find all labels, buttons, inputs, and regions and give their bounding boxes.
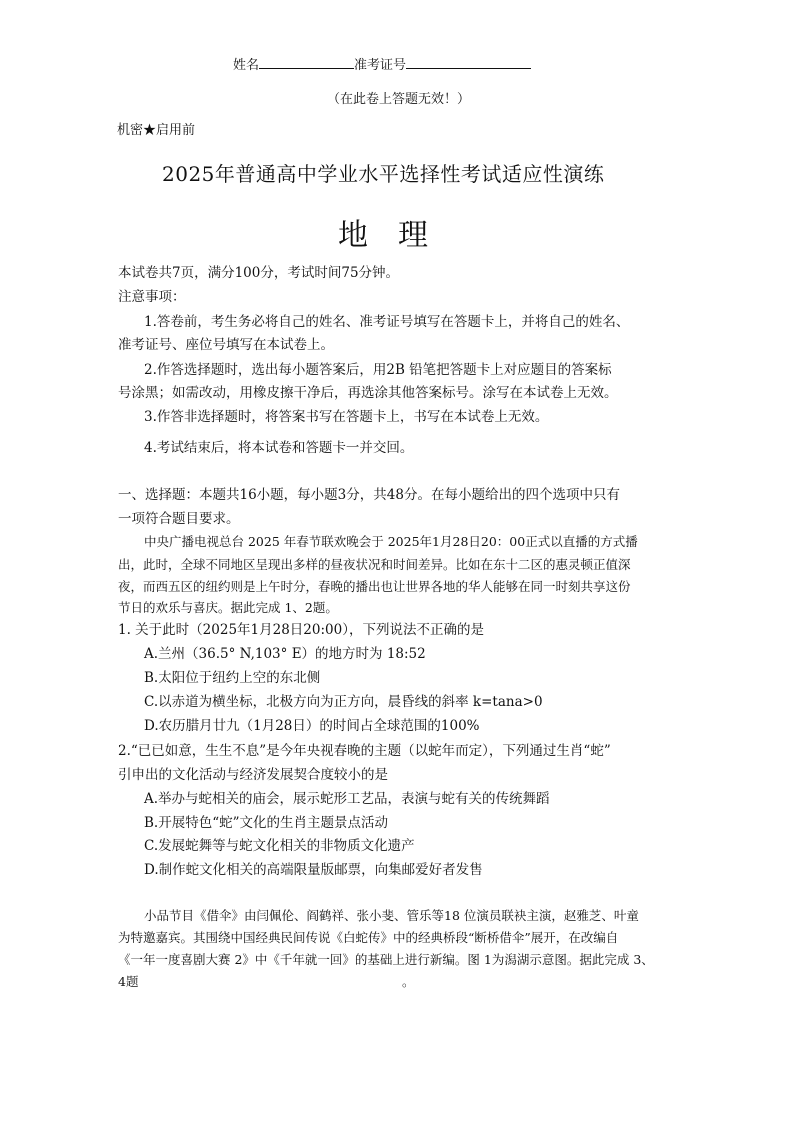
passage-line: 为特邀嘉宾。其围绕中国经典民间传说《白蛇传》中的经典桥段“断桥借伞”展开，在改编自 [118, 930, 619, 945]
candidate-fields [233, 54, 531, 76]
question-2-option-d: D.制作蛇文化相关的高端限量版邮票，向集邮爱好者发售 [144, 862, 483, 878]
instruction-line: 4.考试结束后，将本试卷和答题卡一并交回。 [144, 440, 414, 456]
question-2-stem: 引申出的文化活动与经济发展契合度较小的是 [118, 767, 388, 783]
passage-line: 出，此时，全球不同地区呈现出多样的昼夜状况和时间差异。比如在东十二区的惠灵顿正值深 [118, 557, 631, 572]
id-blank [406, 54, 531, 69]
instruction-line: 2.作答选择题时，选出每小题答案后，用2B 铅笔把答题卡上对应题目的答案标 [144, 362, 612, 378]
question-1-option-a: A.兰州（36.5° N,103° E）的地方时为 18:52 [144, 646, 426, 662]
instruction-line: 3.作答非选择题时，将答案书写在答题卡上，书写在本试卷上无效。 [144, 409, 549, 425]
instruction-line: 准考证号、座位号填写在本试卷上。 [118, 337, 334, 353]
question-2-stem: 2.“已已如意，生生不息”是今年央视春晚的主题（以蛇年而定），下列通过生肖“蛇” [118, 743, 611, 759]
passage-line: 中央广播电视总台 2025 年春节联欢晚会于 2025年1月28日20：00正式以直播的方式播 [144, 534, 638, 549]
section-heading: 一项符合题目要求。 [118, 511, 240, 527]
instruction-line: 号涂黑；如需改动，用橡皮擦干净后，再选涂其他答案标号。涂写在本试卷上无效。 [118, 385, 618, 401]
confidential-mark: 机密★启用前 [117, 123, 196, 138]
name-blank [259, 54, 354, 69]
exam-info: 本试卷共7页，满分100分，考试时间75分钟。 [118, 265, 400, 281]
question-1-option-d: D.农历腊月廿九（1月28日）的时间占全球范围的100% [144, 718, 480, 734]
question-1-option-c: C.以赤道为横坐标，北极方向为正方向，晨昏线的斜率 k=tana>0 [144, 694, 543, 710]
passage-end-mark: 。 [402, 974, 415, 989]
question-2-option-b: B.开展特色“蛇”文化的生肖主题景点活动 [144, 815, 389, 831]
exam-title: 2025年普通高中学业水平选择性考试适应性演练 [162, 162, 605, 186]
passage-line: 小品节目《借伞》由闫佩伦、阎鹤祥、张小斐、管乐等18 位演员联袂主演，赵雅芝、叶童 [144, 908, 639, 923]
id-label: 准考证号 [354, 58, 407, 73]
question-2-option-a: A.举办与蛇相关的庙会，展示蛇形工艺品，表演与蛇有关的传统舞蹈 [144, 791, 550, 807]
section-heading: 一、选择题：本题共16小题，每小题3分，共48分。在每小题给出的四个选项中只有 [118, 487, 620, 503]
no-answer-notice: （在此卷上答题无效！） [327, 92, 471, 107]
question-1-option-b: B.太阳位于纽约上空的东北侧 [144, 670, 321, 686]
question-2-option-c: C.发展蛇舞等与蛇文化相关的非物质文化遗产 [144, 838, 415, 854]
name-label: 姓名 [233, 58, 260, 73]
passage-line: 4题 [118, 974, 139, 989]
passage-line: 夜，而西五区的纽约则是上午时分，春晚的播出也让世界各地的华人能够在同一时刻共享这份 [118, 579, 631, 594]
question-1-stem: 1. 关于此时（2025年1月28日20:00），下列说法不正确的是 [118, 622, 484, 638]
instructions-heading: 注意事项： [118, 289, 186, 305]
subject-title: 地理 [338, 218, 458, 253]
instruction-line: 1.答卷前，考生务必将自己的姓名、准考证号填写在答题卡上，并将自己的姓名、 [144, 314, 630, 330]
passage-line: 《一年一度喜剧大赛 2》中《千年就一回》的基础上进行新编。图 1为潟湖示意图。据此完成 3、 [118, 952, 654, 967]
passage-line: 节日的欢乐与喜庆。据此完成 1、2题。 [118, 600, 338, 615]
